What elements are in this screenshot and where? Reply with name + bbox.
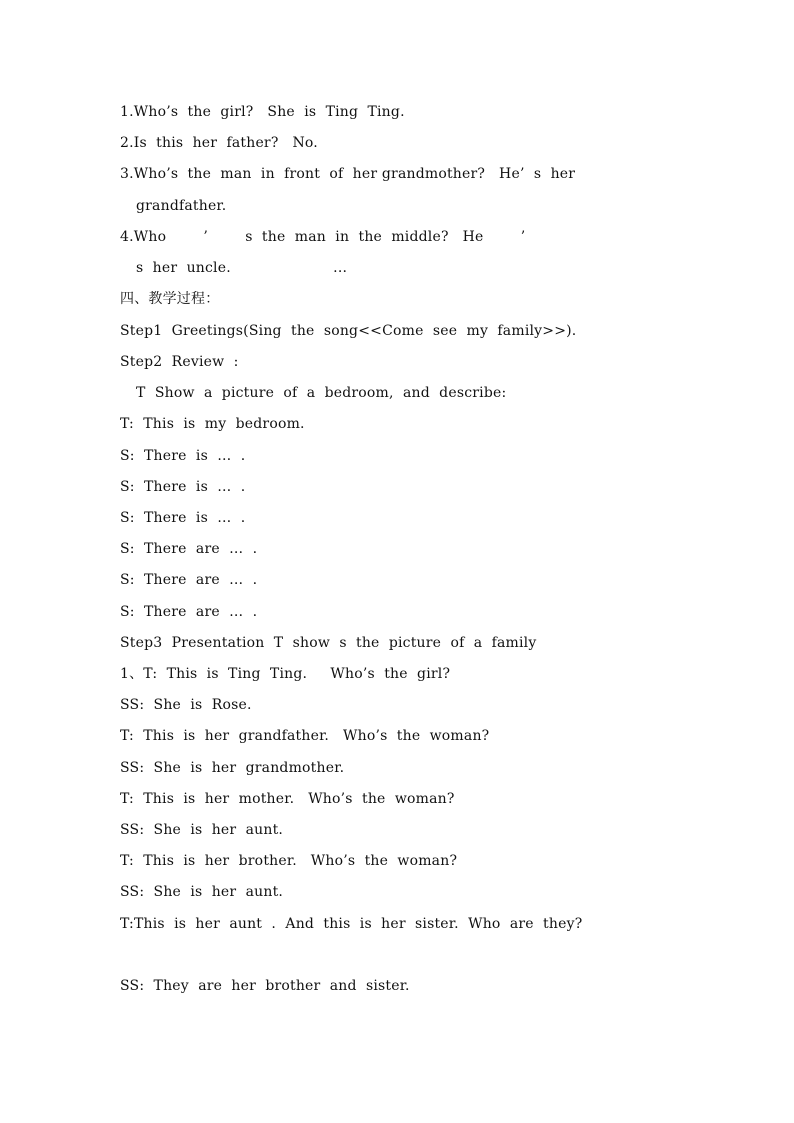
text-line: 1.Who’s the girl? She is Ting Ting. (120, 104, 405, 120)
text-line: S: There are … . (120, 572, 258, 588)
text-line: 1、T: This is Ting Ting. Who’s the girl? (120, 666, 451, 682)
text-line: SS: She is her grandmother. (120, 760, 345, 776)
section-heading: 四、教学过程： (120, 291, 220, 307)
text-line: T: This is my bedroom. (120, 416, 305, 432)
text-line: T: This is her mother. Who’s the woman? (120, 791, 455, 807)
text-line: Step1 Greetings(Sing the song<<Come see my family>>). (120, 323, 577, 339)
text-line: 2.Is this her father? No. (120, 135, 318, 151)
text-line: T: This is her grandfather. Who’s the woman? (120, 728, 490, 744)
text-line: Step2 Review : (120, 354, 239, 370)
text-line: 4.Who ’ s the man in the middle? He ’ (120, 229, 526, 245)
text-line: SS: She is her aunt. (120, 884, 284, 900)
text-line: T Show a picture of a bedroom, and describe: (136, 385, 507, 401)
text-line: S: There is … . (120, 510, 246, 526)
text-line: 3.Who’s the man in front of her grandmother? He’ s her (120, 166, 576, 182)
text-line: S: There is … . (120, 479, 246, 495)
text-line: Step3 Presentation T show s the picture of a family (120, 635, 537, 651)
text-line: s her uncle. ... (136, 260, 348, 276)
text-line: grandfather. (136, 198, 227, 214)
text-line: SS: She is her aunt. (120, 822, 284, 838)
text-line: T:This is her aunt . And this is her sister. Who are they? (120, 916, 583, 932)
text-line: S: There are … . (120, 541, 258, 557)
text-line: S: There is … . (120, 448, 246, 464)
text-line: T: This is her brother. Who’s the woman? (120, 853, 458, 869)
text-line: SS: They are her brother and sister. (120, 978, 410, 994)
text-line: SS: She is Rose. (120, 697, 252, 713)
text-line: S: There are … . (120, 604, 258, 620)
